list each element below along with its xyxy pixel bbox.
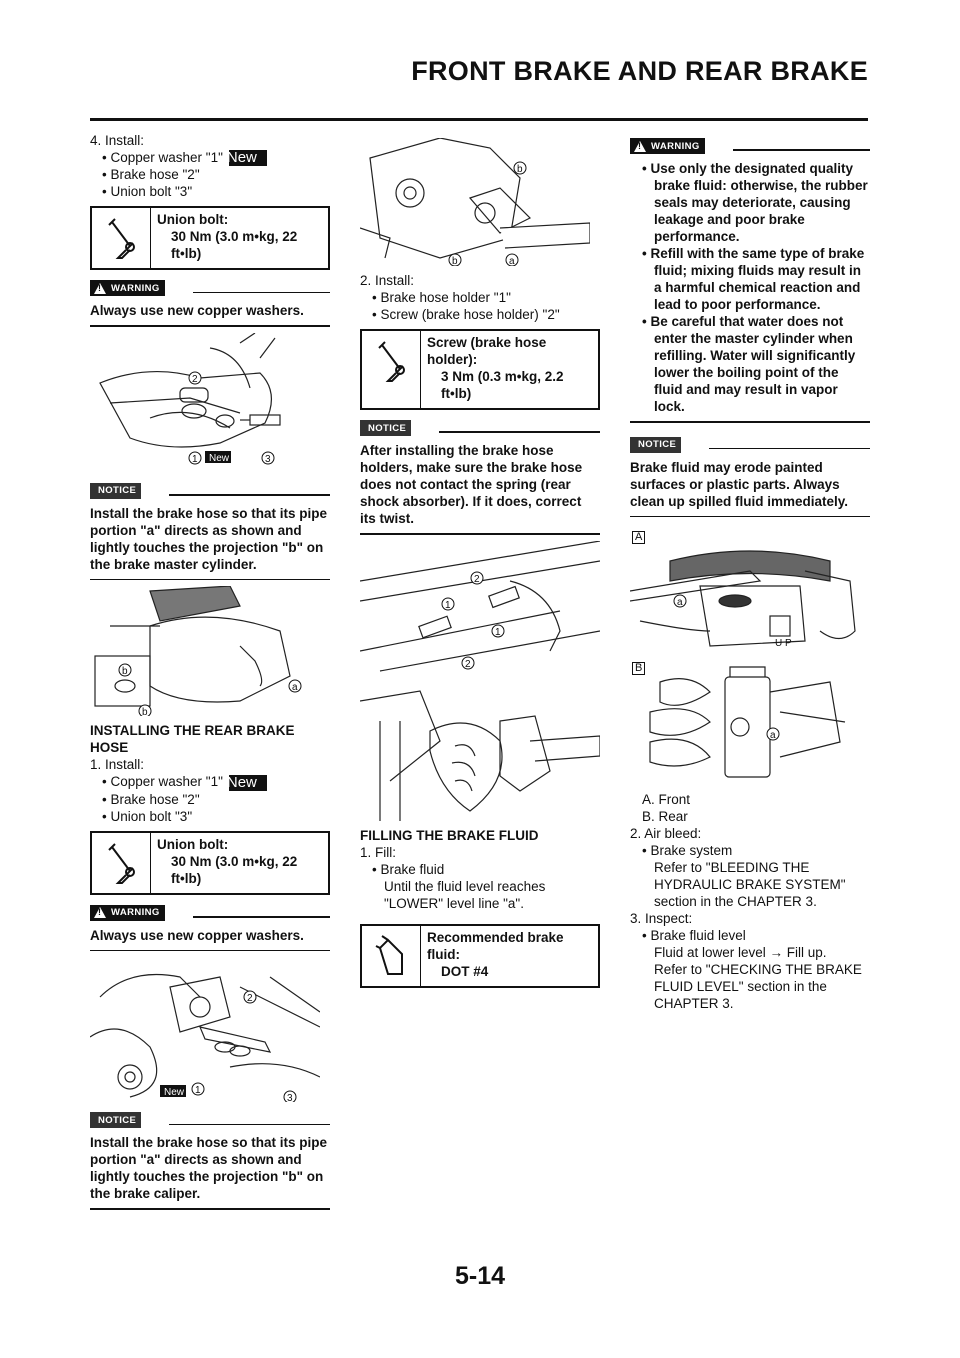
warning-triangle-icon bbox=[634, 141, 646, 152]
warning-box-1 bbox=[90, 280, 330, 327]
svg-text:2: 2 bbox=[247, 993, 253, 1005]
step-4-item-3: • Union bolt "3" bbox=[102, 184, 193, 200]
svg-text:b: b bbox=[517, 164, 523, 175]
warning-box-3 bbox=[630, 138, 870, 423]
fill-detail: Until the fluid level reaches "LOWER" level line "a". bbox=[384, 878, 546, 911]
svg-text:3: 3 bbox=[265, 453, 271, 465]
step-3-detail-2: Refer to "CHECKING THE BRAKE FLUID LEVEL" section in the CHAPTER 3. bbox=[654, 962, 862, 1011]
warning-item-3: • Be careful that water does not enter the master cylinder when refilling. Water will significantly lower the boiling point of the fluid and may result in vapor lock. bbox=[642, 314, 856, 414]
step-4-item-2: • Brake hose "2" bbox=[102, 167, 200, 183]
spec-value: 3 Nm (0.3 m•kg, 2.2 ft•lb) bbox=[441, 369, 564, 401]
figure-b-rear-reservoir bbox=[630, 662, 870, 787]
page-number: 5-14 bbox=[454, 1262, 506, 1290]
section-installing-rear-brake-hose: INSTALLING THE REAR BRAKE HOSE bbox=[90, 723, 295, 756]
notice-box-4 bbox=[630, 437, 870, 518]
svg-text:1: 1 bbox=[192, 453, 198, 465]
step-1-item-2: • Brake hose "2" bbox=[102, 791, 200, 807]
figure-front-brake-hose-install bbox=[90, 333, 290, 473]
new-badge: New bbox=[229, 150, 267, 166]
step-3-detail-1: Fluid at lower level → Fill up. bbox=[654, 945, 827, 960]
step-2-title: 2. Install: bbox=[360, 273, 415, 288]
svg-text:b: b bbox=[142, 707, 148, 717]
svg-text:a: a bbox=[677, 597, 683, 608]
figure-label-a: A bbox=[632, 531, 645, 544]
spec-value: DOT #4 bbox=[441, 963, 489, 979]
step-2-air-bleed-title: 2. Air bleed: bbox=[630, 826, 702, 841]
warning-triangle-icon bbox=[94, 283, 106, 294]
warning-item-2: • Refill with the same type of brake fluid; mixing fluids may result in a harmful chemical reaction and lead to poor performance. bbox=[642, 246, 865, 312]
svg-text:1: 1 bbox=[445, 599, 451, 611]
column-2 bbox=[360, 132, 600, 994]
svg-text:3: 3 bbox=[287, 1093, 293, 1103]
notice-text: Brake fluid may erode painted surfaces or plastic parts. Always clean up spilled fluid immediately. bbox=[630, 459, 849, 509]
step-4-title: 4. Install: bbox=[90, 133, 145, 148]
warning-box-2 bbox=[90, 905, 330, 952]
warning-text: Always use new copper washers. bbox=[90, 303, 304, 319]
warning-tag: ! WARNING bbox=[630, 138, 705, 154]
notice-tag: NOTICE bbox=[90, 1112, 141, 1128]
step-2-item: • Brake system bbox=[642, 843, 733, 858]
warning-triangle-icon bbox=[94, 907, 106, 918]
spec-title: Union bolt: bbox=[157, 212, 229, 228]
svg-text:b: b bbox=[122, 666, 128, 678]
svg-text:1: 1 bbox=[195, 1085, 201, 1097]
warning-item-1: • Use only the designated quality brake fluid: otherwise, the rubber seals may deteriorate, causing leakage and poor brake performance. bbox=[642, 161, 868, 244]
figure-master-cylinder-hose bbox=[90, 586, 310, 716]
figure-a-front-reservoir bbox=[630, 531, 870, 656]
legend-rear: B. Rear bbox=[642, 809, 688, 824]
figure-rear-brake-hose-install bbox=[90, 957, 320, 1102]
fill-item: • Brake fluid bbox=[372, 861, 445, 877]
column-1 bbox=[90, 132, 330, 1210]
fill-step-title: 1. Fill: bbox=[360, 844, 397, 860]
figure-brake-hose-holder-top bbox=[360, 138, 590, 266]
svg-text:2: 2 bbox=[474, 573, 480, 585]
column-3 bbox=[630, 138, 870, 1012]
notice-text: Install the brake hose so that its pipe portion "a" directs as shown and lightly touches the projection "b" on the brake caliper. bbox=[90, 1135, 328, 1202]
svg-text:New: New bbox=[164, 1087, 185, 1099]
spec-title: Union bolt: bbox=[157, 836, 229, 852]
step-4-item-1: • Copper washer "1" New bbox=[90, 149, 330, 166]
svg-text:U P: U P bbox=[775, 638, 792, 649]
new-badge: New bbox=[229, 775, 267, 791]
svg-text:2: 2 bbox=[192, 373, 198, 385]
spec-box-brake-fluid bbox=[360, 924, 600, 988]
spec-title: Screw (brake hose holder): bbox=[427, 335, 547, 367]
svg-text:a: a bbox=[509, 256, 515, 266]
step-2-item-2: • Screw (brake hose holder) "2" bbox=[372, 307, 560, 322]
page-title: FRONT BRAKE AND REAR BRAKE bbox=[411, 56, 868, 86]
torque-wrench-icon bbox=[92, 833, 151, 893]
step-1-item-1: • Copper washer "1" New bbox=[90, 773, 330, 790]
svg-text:a: a bbox=[770, 730, 776, 741]
figure-rear-brake-hose-routing bbox=[360, 541, 600, 821]
notice-box-3 bbox=[360, 420, 600, 535]
notice-tag: NOTICE bbox=[630, 437, 681, 453]
warning-text: Always use new copper washers. bbox=[90, 927, 304, 943]
svg-text:b: b bbox=[452, 256, 458, 266]
notice-text: After installing the brake hose holders, make sure the brake hose does not contact the spring (rear shock absorber). If it does, correct its twist. bbox=[360, 443, 583, 526]
legend-front: A. Front bbox=[642, 792, 691, 807]
step-2-item-1: • Brake hose holder "1" bbox=[372, 290, 511, 305]
torque-wrench-icon bbox=[362, 331, 421, 408]
oil-can-icon bbox=[362, 926, 421, 986]
spec-value: 30 Nm (3.0 m•kg, 22 ft•lb) bbox=[171, 853, 298, 886]
spec-box-union-bolt-1 bbox=[90, 206, 330, 270]
svg-text:2: 2 bbox=[465, 658, 471, 670]
warning-tag: ! WARNING bbox=[90, 905, 165, 921]
svg-text:1: 1 bbox=[495, 626, 501, 638]
notice-tag: NOTICE bbox=[360, 420, 411, 436]
step-1-title: 1. Install: bbox=[90, 757, 145, 773]
figure-label-b: B bbox=[632, 662, 645, 675]
notice-box-2 bbox=[90, 1112, 330, 1210]
svg-text:New: New bbox=[209, 452, 230, 464]
step-3-inspect-title: 3. Inspect: bbox=[630, 911, 693, 926]
notice-box-1 bbox=[90, 483, 330, 581]
step-1-item-3: • Union bolt "3" bbox=[102, 808, 193, 824]
svg-text:a: a bbox=[292, 682, 298, 694]
torque-wrench-icon bbox=[92, 208, 151, 268]
notice-tag: NOTICE bbox=[90, 483, 141, 499]
header-rule bbox=[90, 118, 868, 121]
spec-title: Recommended brake fluid: bbox=[427, 929, 564, 962]
spec-box-screw-hose-holder bbox=[360, 329, 600, 410]
spec-value: 30 Nm (3.0 m•kg, 22 ft•lb) bbox=[171, 229, 298, 262]
step-3-item: • Brake fluid level bbox=[642, 928, 746, 943]
notice-text: Install the brake hose so that its pipe portion "a" directs as shown and lightly touches the projection "b" on the brake master cylinder. bbox=[90, 505, 328, 572]
warning-tag: ! WARNING bbox=[90, 280, 165, 296]
step-2-detail: Refer to "BLEEDING THE HYDRAULIC BRAKE SYSTEM" section in the CHAPTER 3. bbox=[654, 860, 846, 909]
spec-box-union-bolt-2 bbox=[90, 831, 330, 895]
section-filling-brake-fluid: FILLING THE BRAKE FLUID bbox=[360, 827, 539, 843]
